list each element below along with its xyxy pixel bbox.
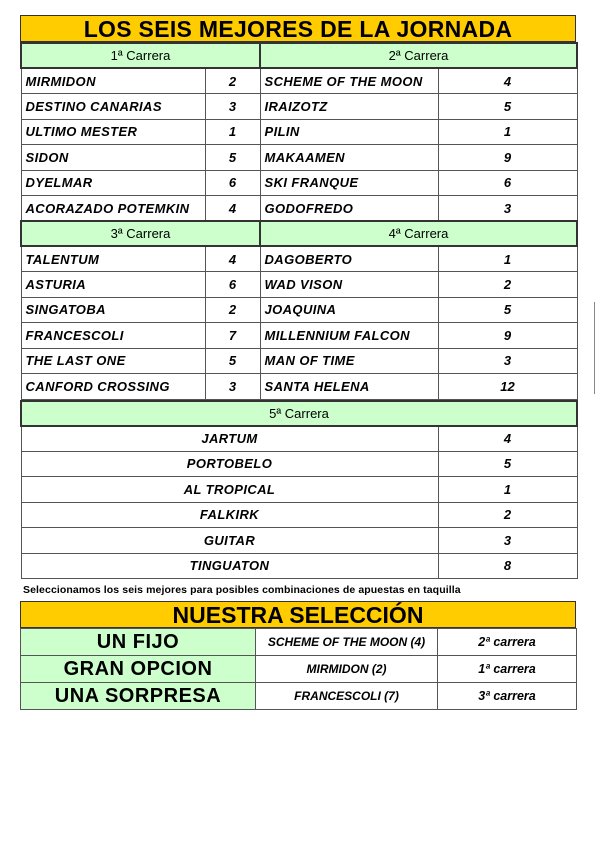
runner-name: MIRMIDON [21, 68, 205, 94]
runner-number: 7 [205, 323, 260, 349]
results-sheet [20, 15, 576, 710]
races-1-2-table [20, 42, 578, 400]
selection-race: 2ª carrera [438, 629, 577, 656]
runner-number: 2 [438, 272, 577, 298]
table-row [21, 170, 577, 196]
runner-number: 5 [205, 348, 260, 374]
table-row [21, 683, 577, 710]
runner-name: PORTOBELO [21, 451, 438, 477]
runner-name: GODOFREDO [260, 196, 438, 222]
runner-name: TALENTUM [21, 246, 205, 272]
runner-number: 6 [205, 170, 260, 196]
footnote: Seleccionamos los seis mejores para posibles combinaciones de apuestas en taquilla [23, 584, 461, 596]
table-row [21, 94, 577, 120]
runner-number: 1 [205, 119, 260, 145]
runner-number: 9 [438, 145, 577, 171]
runner-name: SANTA HELENA [260, 374, 438, 400]
runner-name: DYELMAR [21, 170, 205, 196]
table-row [21, 246, 577, 272]
runner-number: 2 [205, 68, 260, 94]
runner-number: 1 [438, 119, 577, 145]
selection-pick: FRANCESCOLI (7) [256, 683, 438, 710]
table-row [21, 656, 577, 683]
runner-number: 4 [205, 246, 260, 272]
runner-name: ULTIMO MESTER [21, 119, 205, 145]
runner-name: GUITAR [21, 528, 438, 554]
runner-name: DESTINO CANARIAS [21, 94, 205, 120]
table-row [21, 272, 577, 298]
runner-name: IRAIZOTZ [260, 94, 438, 120]
table-row [21, 145, 577, 171]
runner-number: 1 [438, 246, 577, 272]
edge-divider [594, 302, 595, 394]
table-row [21, 629, 577, 656]
selection-label: GRAN OPCION [21, 656, 256, 683]
runner-name: ASTURIA [21, 272, 205, 298]
table-row [21, 502, 577, 528]
selection-race: 1ª carrera [438, 656, 577, 683]
race-5-table [20, 400, 578, 580]
runner-name: AL TROPICAL [21, 477, 438, 503]
race1-header: 1ª Carrera [21, 43, 260, 68]
selection-label: UNA SORPRESA [21, 683, 256, 710]
table-row [21, 451, 577, 477]
runner-name: DAGOBERTO [260, 246, 438, 272]
race3-header: 3ª Carrera [21, 221, 260, 246]
runner-name: SKI FRANQUE [260, 170, 438, 196]
page-title: LOS SEIS MEJORES DE LA JORNADA [20, 15, 576, 42]
runner-name: CANFORD CROSSING [21, 374, 205, 400]
runner-name: ACORAZADO POTEMKIN [21, 196, 205, 222]
selection-title: NUESTRA SELECCIÓN [20, 601, 576, 628]
runner-number: 6 [438, 170, 577, 196]
runner-number: 2 [438, 502, 577, 528]
runner-number: 3 [438, 348, 577, 374]
runner-number: 1 [438, 477, 577, 503]
runner-number: 2 [205, 297, 260, 323]
runner-name: SCHEME OF THE MOON [260, 68, 438, 94]
runner-number: 3 [438, 528, 577, 554]
runner-number: 3 [438, 196, 577, 222]
table-row [21, 68, 577, 94]
runner-name: SINGATOBA [21, 297, 205, 323]
runner-number: 5 [438, 297, 577, 323]
runner-name: FALKIRK [21, 502, 438, 528]
runner-number: 12 [438, 374, 577, 400]
selection-pick: MIRMIDON (2) [256, 656, 438, 683]
race5-header: 5ª Carrera [21, 401, 577, 426]
runner-number: 3 [205, 374, 260, 400]
runner-name: THE LAST ONE [21, 348, 205, 374]
runner-name: TINGUATON [21, 553, 438, 579]
runner-name: WAD VISON [260, 272, 438, 298]
selection-race: 3ª carrera [438, 683, 577, 710]
table-row [21, 119, 577, 145]
table-row [21, 553, 577, 579]
runner-number: 5 [205, 145, 260, 171]
runner-name: MILLENNIUM FALCON [260, 323, 438, 349]
runner-number: 9 [438, 323, 577, 349]
table-row [21, 196, 577, 222]
table-row [21, 477, 577, 503]
table-row [21, 374, 577, 400]
runner-name: JARTUM [21, 426, 438, 452]
runner-number: 3 [205, 94, 260, 120]
table-row [21, 426, 577, 452]
race4-header: 4ª Carrera [260, 221, 577, 246]
selection-table [20, 628, 577, 710]
selection-label: UN FIJO [21, 629, 256, 656]
selection-pick: SCHEME OF THE MOON (4) [256, 629, 438, 656]
runner-name: JOAQUINA [260, 297, 438, 323]
table-row [21, 323, 577, 349]
runner-number: 4 [438, 68, 577, 94]
runner-name: MAN OF TIME [260, 348, 438, 374]
table-row [21, 348, 577, 374]
runner-name: PILIN [260, 119, 438, 145]
runner-number: 5 [438, 94, 577, 120]
runner-number: 8 [438, 553, 577, 579]
runner-number: 6 [205, 272, 260, 298]
table-row [21, 528, 577, 554]
table-row [21, 297, 577, 323]
runner-name: SIDON [21, 145, 205, 171]
runner-number: 4 [438, 426, 577, 452]
runner-name: MAKAAMEN [260, 145, 438, 171]
runner-number: 5 [438, 451, 577, 477]
runner-number: 4 [205, 196, 260, 222]
runner-name: FRANCESCOLI [21, 323, 205, 349]
race2-header: 2ª Carrera [260, 43, 577, 68]
